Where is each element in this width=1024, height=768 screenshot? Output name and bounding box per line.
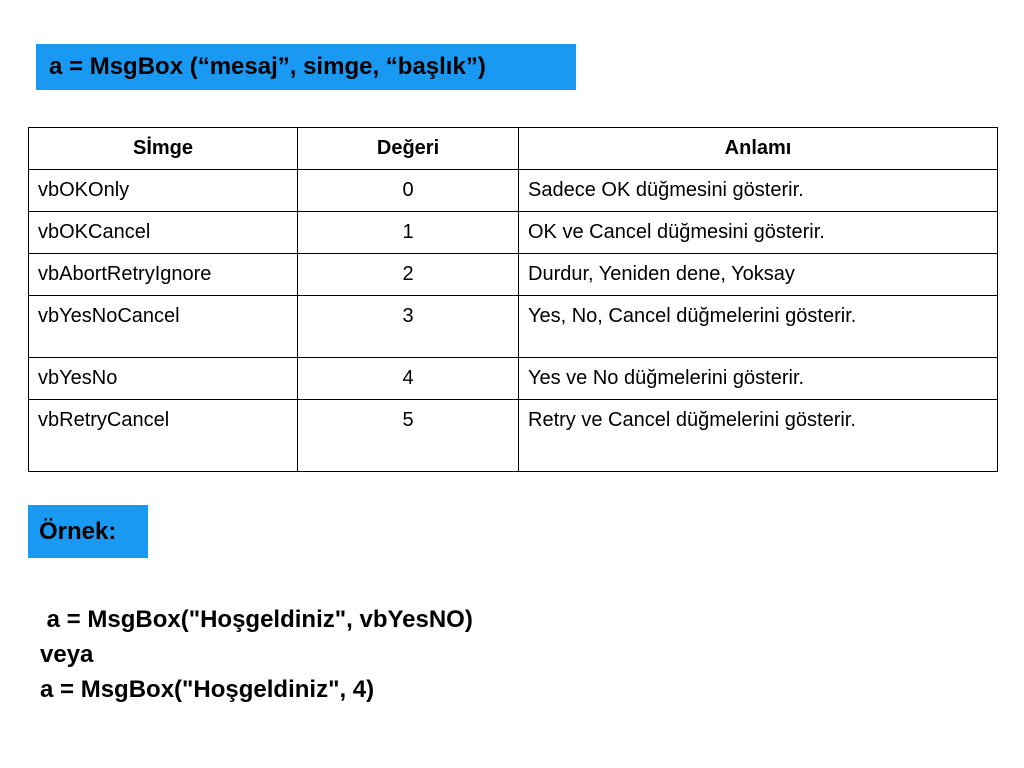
example-line: a = MsgBox("Hoşgeldiniz", vbYesNO): [40, 606, 473, 633]
cell-value: 0: [298, 170, 519, 212]
table-header-row: [29, 128, 998, 170]
syntax-title: a = MsgBox (“mesaj”, simge, “başlık”): [36, 44, 576, 90]
cell-meaning: Durdur, Yeniden dene, Yoksay: [519, 254, 998, 296]
table-row: [29, 358, 998, 400]
cell-meaning: Sadece OK düğmesini gösterir.: [519, 170, 998, 212]
example-label: Örnek:: [28, 505, 148, 558]
cell-value: 4: [298, 358, 519, 400]
table-row: [29, 254, 998, 296]
header-value: Değeri: [298, 128, 519, 170]
cell-symbol: vbYesNo: [29, 358, 298, 400]
table-row: [29, 400, 998, 472]
cell-symbol: vbYesNoCancel: [29, 296, 298, 358]
example-line: veya: [40, 641, 94, 668]
cell-value: 2: [298, 254, 519, 296]
cell-meaning: Yes, No, Cancel düğmelerini gösterir.: [519, 296, 998, 358]
cell-value: 3: [298, 296, 519, 358]
cell-meaning: Retry ve Cancel düğmelerini gösterir.: [519, 400, 998, 472]
msgbox-symbol-table: [28, 127, 998, 472]
cell-symbol: vbOKCancel: [29, 212, 298, 254]
cell-value: 5: [298, 400, 519, 472]
cell-meaning: Yes ve No düğmelerini gösterir.: [519, 358, 998, 400]
example-code: [40, 602, 473, 707]
header-meaning: Anlamı: [519, 128, 998, 170]
header-symbol: Sİmge: [29, 128, 298, 170]
cell-value: 1: [298, 212, 519, 254]
cell-symbol: vbRetryCancel: [29, 400, 298, 472]
cell-symbol: vbAbortRetryIgnore: [29, 254, 298, 296]
example-line: a = MsgBox("Hoşgeldiniz", 4): [40, 676, 375, 703]
cell-symbol: vbOKOnly: [29, 170, 298, 212]
cell-meaning: OK ve Cancel düğmesini gösterir.: [519, 212, 998, 254]
table-row: [29, 296, 998, 358]
table-row: [29, 212, 998, 254]
table-row: [29, 170, 998, 212]
